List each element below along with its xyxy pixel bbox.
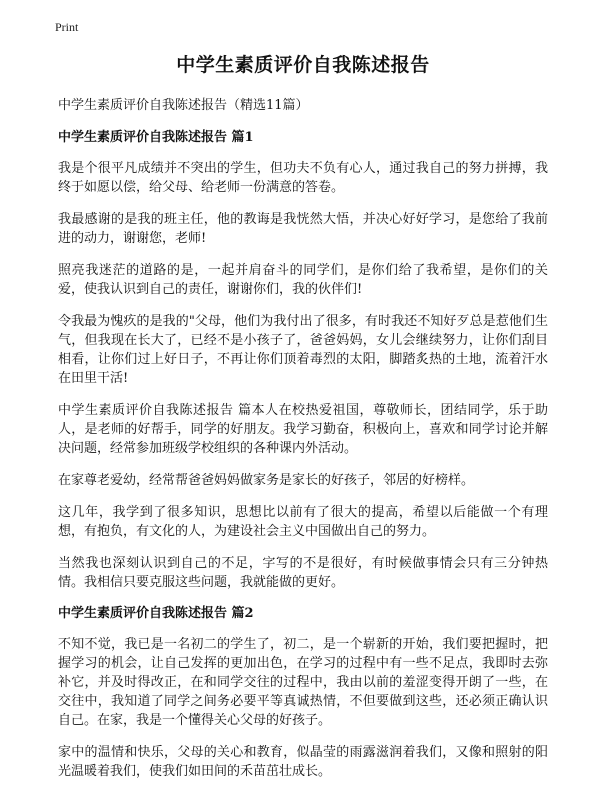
- paragraph: 照亮我迷茫的道路的是，一起并肩奋斗的同学们，是你们给了我希望，是你们的关爱，使我认识到自己的责任，谢谢你们，我的伙伴们!: [58, 263, 548, 297]
- section-1: [58, 129, 548, 592]
- section-heading: 中学生素质评价自我陈述报告 篇1: [58, 130, 254, 145]
- document-body: [58, 50, 548, 794]
- paragraph: 家中的温情和快乐，父母的关心和教育，似晶莹的雨露滋润着我们，又像和照射的阳光温暖着我们，使我们如田间的禾苗茁壮成长。: [58, 745, 548, 779]
- page-title: 中学生素质评价自我陈述报告: [176, 54, 430, 76]
- paragraph: 这几年，我学到了很多知识，思想比以前有了很大的提高，希望以后能做一个有理想，有抱负，有文化的人，为建设社会主义中国做出自己的努力。: [58, 505, 548, 539]
- paragraph: 我最感谢的是我的班主任，他的教诲是我恍然大悟，并决心好好学习，是您给了我前进的动力，谢谢您，老师!: [58, 212, 548, 246]
- paragraph: 中学生素质评价自我陈述报告 篇本人在校热爱祖国，尊敬师长，团结同学，乐于助人，是老师的好帮手，同学的好朋友。我学习勤奋，积极向上，喜欢和同学讨论并解决问题，经常参加班级学校组织的各种课内外活动。: [58, 403, 548, 456]
- section-2: [58, 605, 548, 781]
- paragraph: 我是个很平凡成绩并不突出的学生，但功夫不负有心人，通过我自己的努力拼搏，我终于如愿以偿，给父母、给老师一份满意的答卷。: [58, 161, 548, 195]
- paragraph: 在家尊老爱幼，经常帮爸爸妈妈做家务是家长的好孩子，邻居的好榜样。: [58, 473, 475, 488]
- section-heading: 中学生素质评价自我陈述报告 篇2: [58, 606, 254, 621]
- document-subtitle: 中学生素质评价自我陈述报告（精选11篇）: [58, 98, 309, 113]
- paragraph: 不知不觉，我已是一名初二的学生了，初二，是一个崭新的开始，我们要把握时，把握学习的机会，让自己发挥的更加出色，在学习的过程中有一些不足点，我即时去弥补它，并及时得改正，在和同学交往的过程中，我由以前的羞涩变得开朗了一些，在交往中，我知道了同学之间务必要平等真诚热情，不但要做到这些，还必须正确认识自己。在家，我是一个懂得关心父母的好孩子。: [58, 637, 548, 728]
- print-link[interactable]: Print: [55, 20, 79, 34]
- paragraph: 当然我也深刻认识到自己的不足，字写的不是很好，有时候做事情会只有三分钟热情。我相信只要克服这些问题，我就能做的更好。: [58, 556, 548, 590]
- paragraph: 令我最为愧疚的是我的"父母，他们为我付出了很多，有时我还不知好歹总是惹他们生气，但我现在长大了，已经不是小孩子了，爸爸妈妈，女儿会继续努力，让你们刮目相看，让你们过上好日子，不再让你们顶着毒烈的太阳，脚踏炙热的土地，流着汗水在田里干活!: [58, 314, 548, 386]
